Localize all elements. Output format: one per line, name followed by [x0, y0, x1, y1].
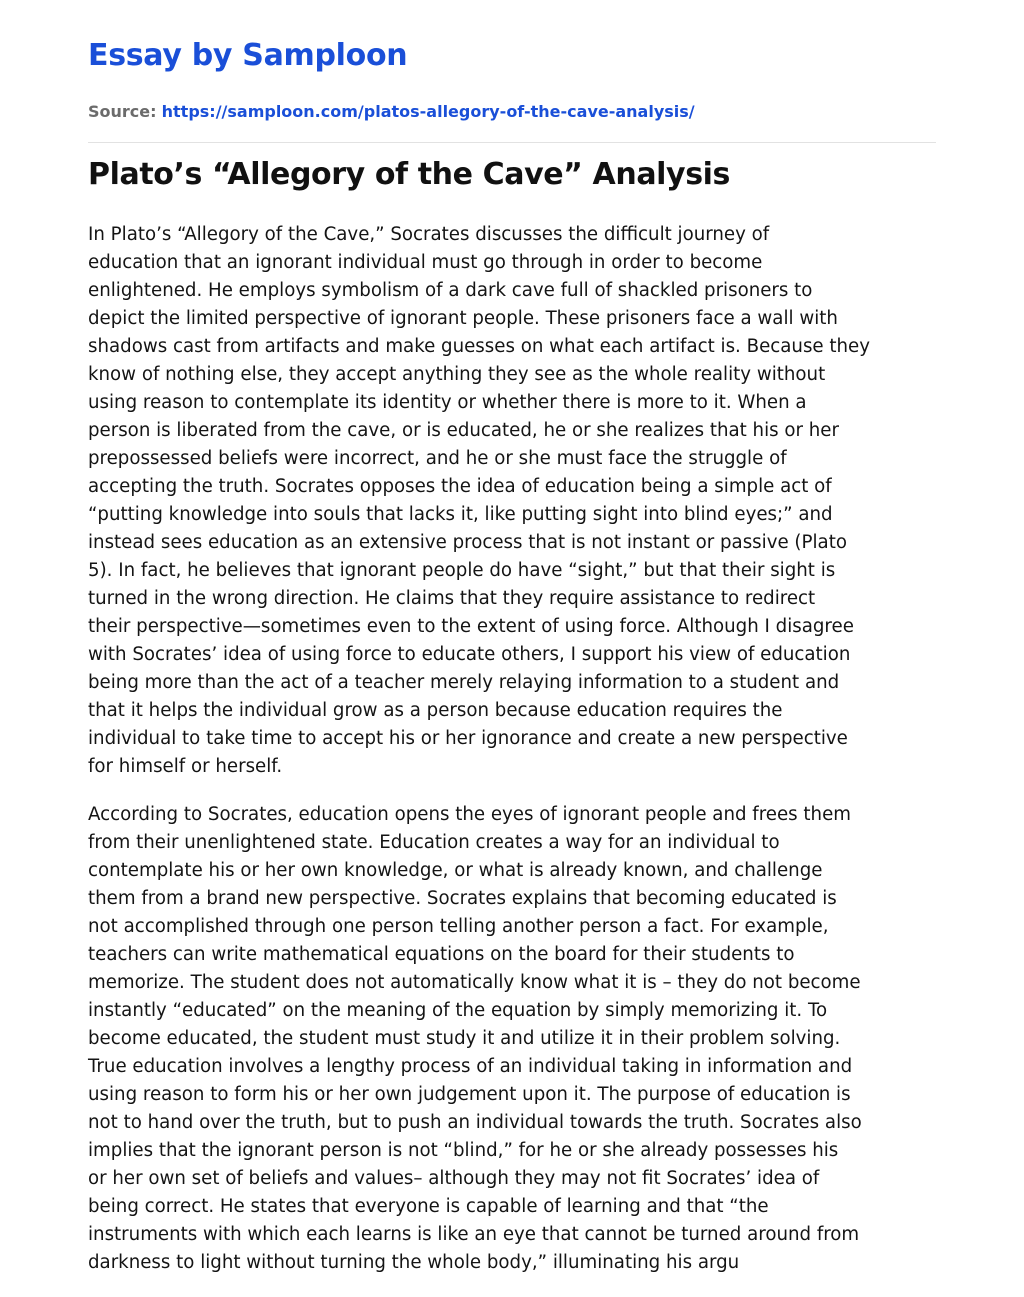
source-line — [88, 100, 695, 124]
paragraph-line: with Socrates’ idea of using force to educate others, I support his view of education — [88, 644, 851, 665]
paragraph-line: “putting knowledge into souls that lacks it, like putting sight into blind eyes;” and — [88, 504, 833, 525]
paragraph-line: implies that the ignorant person is not “blind,” for he or she already possesses his — [88, 1140, 839, 1161]
paragraph-line: In Plato’s “Allegory of the Cave,” Socrates discusses the difficult journey of — [88, 224, 770, 245]
paragraph-line: person is liberated from the cave, or is educated, he or she realizes that his or her — [88, 420, 839, 441]
paragraph-line: True education involves a lengthy process of an individual taking in information and — [88, 1056, 853, 1077]
article-title: Plato’s “Allegory of the Cave” Analysis — [88, 157, 730, 192]
paragraph-2 — [88, 801, 940, 1277]
paragraph-line: being correct. He states that everyone is capable of learning and that “the — [88, 1196, 769, 1217]
paragraph-line: using reason to contemplate its identity or whether there is more to it. When a — [88, 392, 807, 413]
paragraph-line: darkness to light without turning the whole body,” illuminating his argu — [88, 1252, 740, 1273]
paragraph-line: enlightened. He employs symbolism of a dark cave full of shackled prisoners to — [88, 280, 813, 301]
paragraph-line: become educated, the student must study it and utilize it in their problem solving. — [88, 1028, 841, 1049]
paragraph-line: using reason to form his or her own judgement upon it. The purpose of education is — [88, 1084, 851, 1105]
paragraph-line: know of nothing else, they accept anything they see as the whole reality without — [88, 364, 826, 385]
paragraph-line: for himself or herself. — [88, 756, 283, 777]
paragraph-line: accepting the truth. Socrates opposes the idea of education being a simple act of — [88, 476, 832, 497]
paragraph-line: turned in the wrong direction. He claims that they require assistance to redirect — [88, 588, 816, 609]
paragraph-line: prepossessed beliefs were incorrect, and he or she must face the struggle of — [88, 448, 787, 469]
paragraph-line: or her own set of beliefs and values– although they may not fit Socrates’ idea of — [88, 1168, 820, 1189]
paragraph-line: them from a brand new perspective. Socrates explains that becoming educated is — [88, 888, 837, 909]
paragraph-line: not to hand over the truth, but to push an individual towards the truth. Socrates also — [88, 1112, 862, 1133]
header-divider — [88, 142, 936, 143]
source-link[interactable]: https://samploon.com/platos-allegory-of-the-cave-analysis/ — [161, 102, 695, 121]
paragraph-line: shadows cast from artifacts and make guesses on what each artifact is. Because they — [88, 336, 870, 357]
paragraph-line: being more than the act of a teacher merely relaying information to a student and — [88, 672, 840, 693]
paragraph-line: from their unenlightened state. Education creates a way for an individual to — [88, 832, 780, 853]
paragraph-line: teachers can write mathematical equations on the board for their students to — [88, 944, 795, 965]
paragraph-line: contemplate his or her own knowledge, or what is already known, and challenge — [88, 860, 823, 881]
paragraph-line: instead sees education as an extensive process that is not instant or passive (Plato — [88, 532, 847, 553]
paragraph-line: According to Socrates, education opens the eyes of ignorant people and frees them — [88, 804, 851, 825]
source-label: Source: — [88, 102, 157, 121]
paragraph-line: their perspective—sometimes even to the extent of using force. Although I disagree — [88, 616, 854, 637]
paragraph-line: individual to take time to accept his or her ignorance and create a new perspective — [88, 728, 848, 749]
paragraph-line: not accomplished through one person telling another person a fact. For example, — [88, 916, 829, 937]
paragraph-1 — [88, 221, 940, 781]
paragraph-line: 5). In fact, he believes that ignorant people do have “sight,” but that their sight is — [88, 560, 836, 581]
paragraph-line: that it helps the individual grow as a person because education requires the — [88, 700, 783, 721]
paragraph-line: depict the limited perspective of ignorant people. These prisoners face a wall with — [88, 308, 838, 329]
paragraph-line: memorize. The student does not automatically know what it is – they do not become — [88, 972, 861, 993]
paragraph-line: instruments with which each learns is like an eye that cannot be turned around from — [88, 1224, 860, 1245]
brand-title[interactable]: Essay by Samploon — [88, 38, 408, 73]
paragraph-line: instantly “educated” on the meaning of the equation by simply memorizing it. To — [88, 1000, 828, 1021]
paragraph-line: education that an ignorant individual must go through in order to become — [88, 252, 763, 273]
